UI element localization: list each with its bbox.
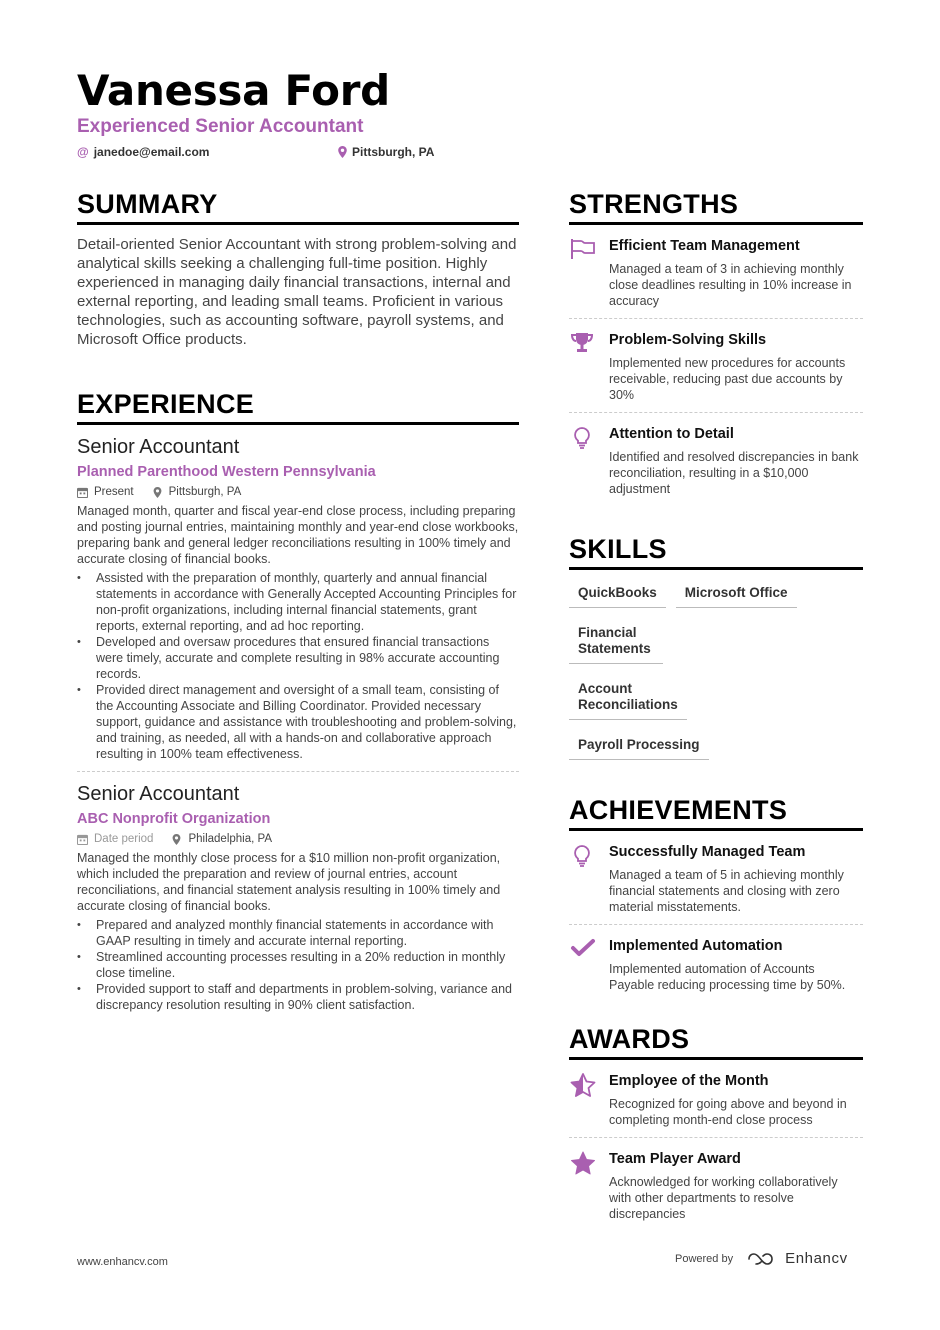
experience-section [77,388,519,1013]
awards-section [569,1023,863,1222]
awards-heading: AWARDS [569,1023,863,1060]
award-desc: Recognized for going above and beyond in completing month-end close process [609,1097,847,1127]
job-location-text: Pittsburgh, PA [168,486,242,498]
job-location [171,831,272,847]
summary-section [77,188,519,349]
job-period [77,831,153,847]
left-column [77,188,519,1013]
achievements-section [569,794,863,993]
job-period-text: Present [94,486,134,498]
job-period [77,484,134,500]
footer-branding [675,1250,848,1267]
award-item [569,1138,863,1222]
location-contact [338,145,434,159]
email-text: janedoe@email.com [93,145,210,159]
strength-item [569,225,863,309]
experience-entry [77,435,519,762]
strength-item [569,413,863,497]
skill-tag: QuickBooks [569,580,666,608]
calendar-icon [77,834,88,845]
strength-desc: Identified and resolved discrepancies in bank reconciliation, resulting in a $10,000 adjustment [609,450,859,496]
star-half-icon [569,1072,609,1128]
star-icon [569,1150,609,1222]
strength-title: Attention to Detail [609,426,734,442]
skills-heading: SKILLS [569,533,863,570]
job-location-text: Philadelphia, PA [188,833,273,845]
job-location [152,484,242,500]
job-bullet: • Prepared and analyzed monthly financial statements in accordance with GAAP resulting in timely and accurate internal reporting. [77,917,519,949]
brand-name: Enhancv [785,1250,848,1267]
achievements-heading: ACHIEVEMENTS [569,794,863,831]
job-period-text: Date period [94,833,154,845]
strengths-heading: STRENGTHS [569,188,863,225]
award-item [569,1060,863,1128]
job-description: Managed the monthly close process for a $10 million non-profit organization, which included the preparation and review of journal entries, account reconciliations, and financial statement analysis resulting in 100% timely and accurate closing of financial books. [77,851,501,913]
strength-item [569,319,863,403]
location-pin-icon [338,146,347,158]
skill-tag: Financial Statements [569,620,663,664]
lightbulb-icon [569,425,609,497]
achievement-desc: Implemented automation of Accounts Payable reducing processing time by 50%. [609,962,846,992]
achievement-item [569,831,863,915]
powered-by-label: Powered by [675,1252,734,1265]
job-bullet: • Developed and oversaw procedures that ensured financial transactions were timely, accurate and complete resulting in 98% accurate accounting records. [77,634,519,682]
experience-heading: EXPERIENCE [77,388,519,425]
strength-title: Efficient Team Management [609,238,800,254]
job-bullet: • Assisted with the preparation of monthly, quarterly and annual financial statements in accordance with Generally Accepted Accounting Principles for non-profit organizations, including internal financial statements, grant reports, external reporting, and ad hoc reporting. [77,570,519,634]
candidate-role: Experienced Senior Accountant [77,116,364,137]
footer-website[interactable]: www.enhancv.com [77,1256,168,1268]
flag-icon [569,237,609,309]
strength-desc: Managed a team of 3 in achieving monthly close deadlines resulting in 10% increase in accuracy [609,262,852,308]
lightbulb-icon [569,843,609,915]
location-text: Pittsburgh, PA [352,145,435,159]
strengths-section [569,188,863,497]
job-description: Managed month, quarter and fiscal year-end close process, including preparing and posting journal entries, maintaining monthly and year-end close workbooks, preparing bank and general ledger reconciliations resulting in 100% timely and accurate closing of financial books. [77,504,519,566]
skills-list [569,580,863,772]
achievement-title: Successfully Managed Team [609,844,806,860]
job-bullet: • Provided support to staff and departments in problem-solving, variance and discrepancy resolution resulting in 90% client satisfaction. [77,981,519,1013]
award-desc: Acknowledged for working collaboratively with other departments to resolve discrepancies [609,1175,838,1221]
right-column [569,188,863,1222]
job-bullets [77,917,519,1013]
entry-divider [77,771,519,772]
experience-entry [77,782,519,1013]
email-contact[interactable] [77,145,209,159]
achievement-desc: Managed a team of 5 in achieving monthly financial statements and closing with zero material misstatements. [609,868,844,914]
achievement-item [569,925,863,993]
enhancv-logo[interactable] [747,1250,848,1267]
checkmark-icon [569,937,609,993]
summary-heading: SUMMARY [77,188,519,225]
strength-desc: Implemented new procedures for accounts receivable, reducing past due accounts by 30% [609,356,846,402]
achievement-title: Implemented Automation [609,938,783,954]
job-title: Senior Accountant [77,436,240,458]
skill-tag: Microsoft Office [676,580,797,608]
location-pin-icon [171,834,182,845]
job-meta [77,831,519,847]
candidate-name: Vanessa Ford [77,66,390,115]
job-company: ABC Nonprofit Organization [77,811,271,827]
award-title: Team Player Award [609,1151,741,1167]
job-bullet: • Streamlined accounting processes resulting in a 20% reduction in monthly close timeline. [77,949,519,981]
location-pin-icon [152,487,163,498]
job-bullet: • Provided direct management and oversight of a small team, consisting of the Accounting Associate and Billing Coordinator. Provided necessary support, guidance and assistance with troubleshooting and problem-solving, and training, as needed, all with a hands-on and collaborative approach resulting in 100% team effectiveness. [77,682,519,762]
job-company: Planned Parenthood Western Pennsylvania [77,464,376,480]
skill-tag: Account Reconciliations [569,676,687,720]
job-bullets [77,570,519,762]
calendar-icon [77,487,88,498]
skills-section [569,533,863,772]
job-title: Senior Accountant [77,783,240,805]
enhancv-logo-icon [747,1251,779,1267]
trophy-icon [569,331,609,403]
strength-title: Problem-Solving Skills [609,332,767,348]
job-meta [77,484,519,500]
at-icon: @ [77,145,89,159]
award-title: Employee of the Month [609,1073,769,1089]
summary-text: Detail-oriented Senior Accountant with strong problem-solving and analytical skills seeking a challenging full-time position. Highly experienced in managing daily financial transactions, internal and external reporting, and leading small teams. Proficient in various technologies, such as accounting software, payroll systems, and Microsoft Office products. [77,236,517,348]
skill-tag: Payroll Processing [569,732,709,760]
